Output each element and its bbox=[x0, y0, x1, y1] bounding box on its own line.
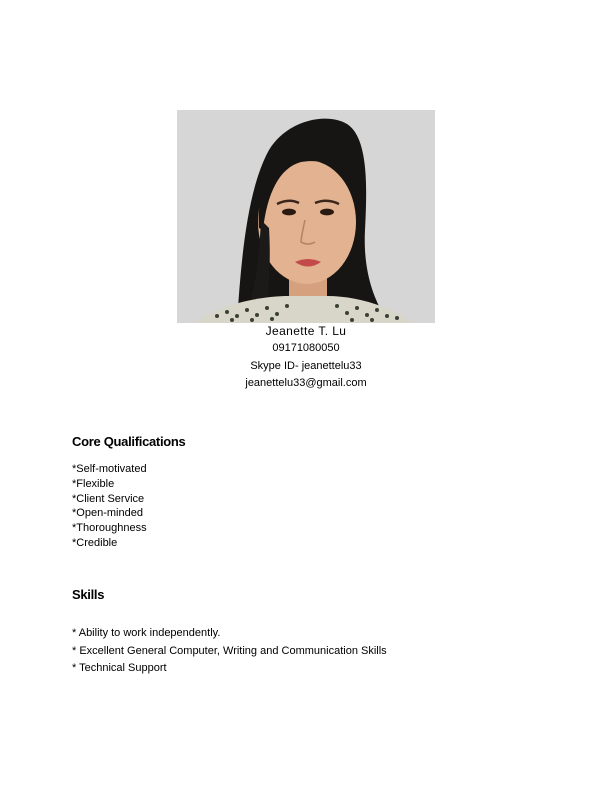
skype-id: Skype ID- jeanettelu33 bbox=[250, 360, 362, 372]
qualification-item: *Client Service bbox=[72, 492, 145, 505]
phone-number: 09171080050 bbox=[272, 342, 340, 354]
skill-item: * Ability to work independently. bbox=[72, 627, 221, 639]
qualification-item: *Flexible bbox=[72, 477, 115, 490]
qualification-item: *Open-minded bbox=[72, 507, 143, 520]
skill-item: * Excellent General Computer, Writing and Communication Skills bbox=[72, 644, 387, 657]
skill-item: * Technical Support bbox=[72, 662, 167, 675]
email-address: jeanettelu33@gmail.com bbox=[245, 377, 367, 389]
qualification-item: *Credible bbox=[72, 536, 118, 549]
qualification-item: *Thoroughness bbox=[72, 522, 147, 535]
qualification-item: *Self-motivated bbox=[72, 463, 147, 475]
skills-list bbox=[72, 625, 387, 678]
core-qualifications-list bbox=[72, 462, 147, 551]
applicant-name: Jeanette T. Lu bbox=[265, 324, 347, 338]
skills-heading: Skills bbox=[72, 587, 105, 602]
profile-photo bbox=[177, 110, 435, 323]
portrait-image bbox=[177, 110, 435, 323]
core-qualifications-heading: Core Qualifications bbox=[72, 434, 186, 449]
